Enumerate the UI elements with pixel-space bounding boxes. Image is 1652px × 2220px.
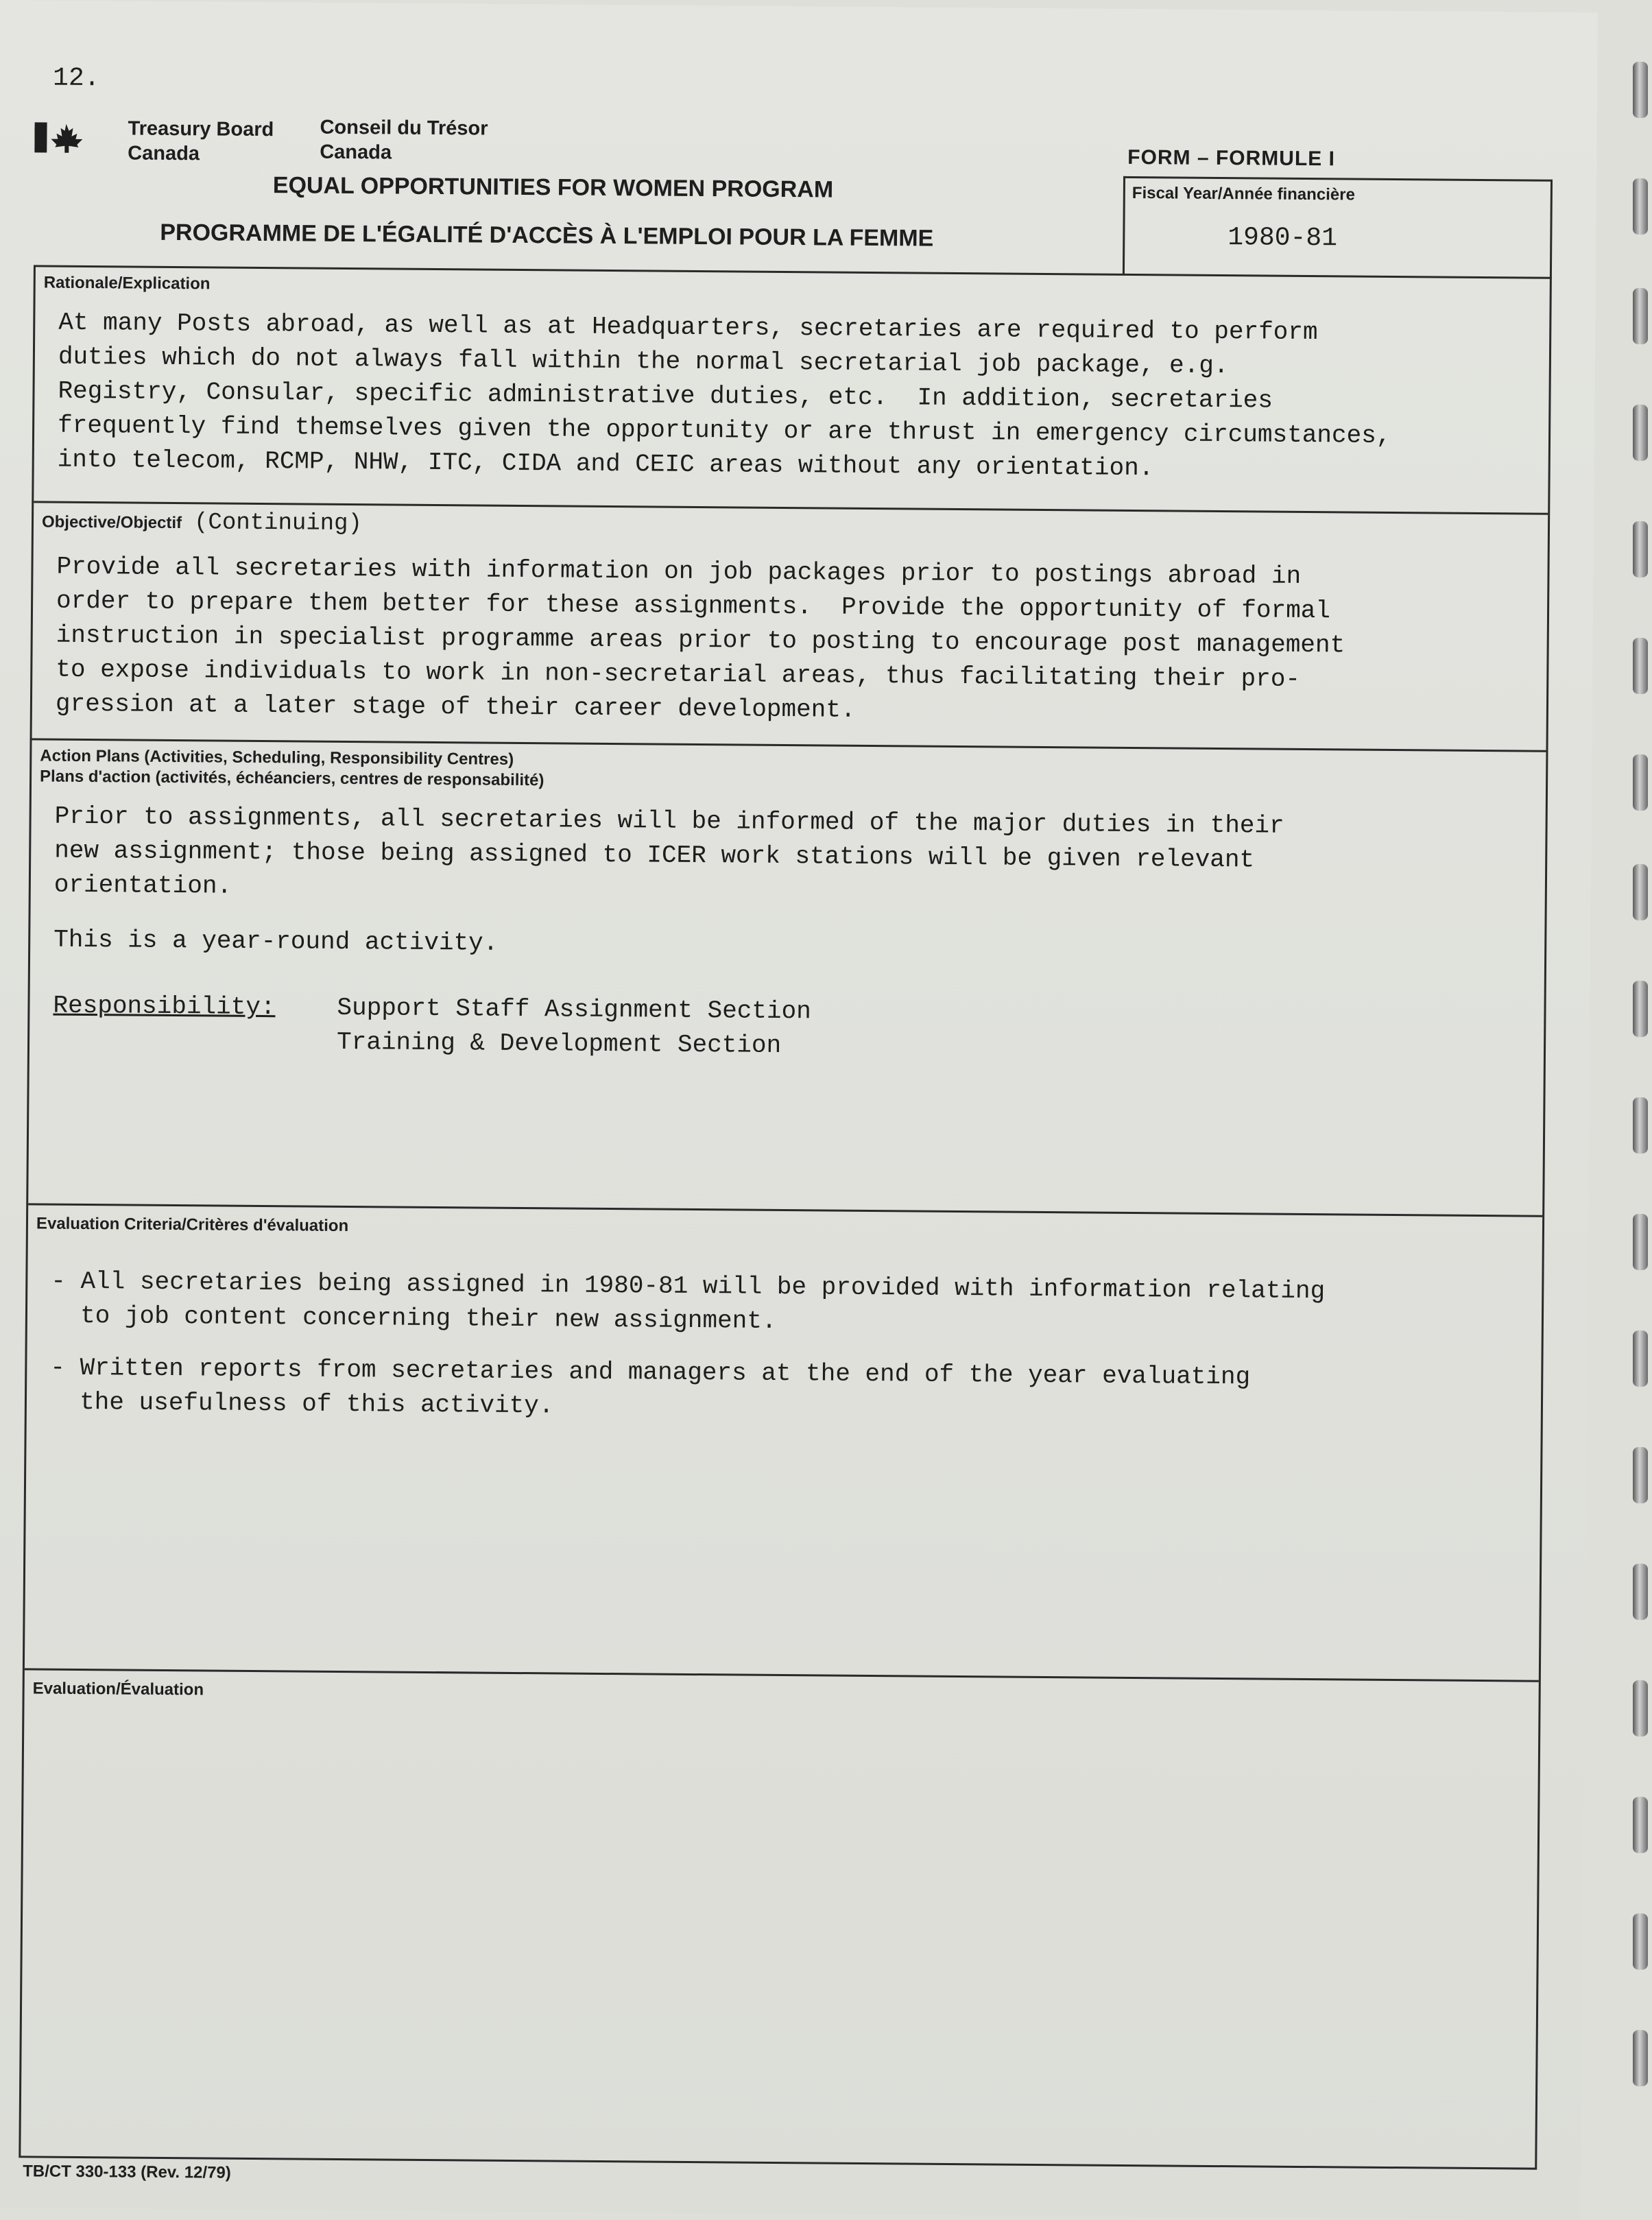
evaluation-criteria-section [25, 1205, 1542, 1682]
rationale-section [34, 267, 1550, 514]
action-plans-section [28, 740, 1546, 1217]
title-english: EQUAL OPPORTUNITIES FOR WOMEN PROGRAM [272, 172, 834, 203]
objective-section [32, 503, 1548, 752]
objective-label [42, 512, 362, 536]
org-fr-line1: Conseil du Trésor [320, 116, 488, 140]
objective-label-text: Objective/Objectif [41, 512, 182, 533]
binder-ring [1633, 62, 1648, 118]
binder-ring [1633, 864, 1648, 920]
evaluation-criteria-label: Evaluation Criteria/Critères d'évaluation [36, 1214, 349, 1236]
binder-ring [1633, 521, 1648, 577]
title-french: PROGRAMME DE L'ÉGALITÉ D'ACCÈS À L'EMPLOI POUR LA FEMME [160, 219, 934, 252]
action-plans-label-fr: Plans d'action (activités, échéanciers, centres de responsabilité) [40, 767, 544, 790]
criteria-item-1: - All secretaries being assigned in 1980-81 will be provided with information relating to job content concerning their new assignment. [50, 1267, 1326, 1335]
action-plans-label-en: Action Plans (Activities, Scheduling, Responsibility Centres) [40, 746, 514, 769]
responsibility-line1: Support Staff Assignment Section [337, 993, 811, 1026]
treasury-board-fr [320, 115, 488, 166]
binder-ring [1633, 754, 1648, 811]
binder-ring [1633, 1564, 1648, 1620]
action-plans-label [40, 745, 544, 791]
canada-flag-icon [34, 119, 88, 156]
binder-ring [1633, 178, 1648, 235]
binder-ring [1633, 1797, 1648, 1853]
objective-text: Provide all secretaries with information on job packages prior to postings abroad in order to prepare them better for these assignments. Provide the opportunity of formal instruction in specialist programme areas prior to posting to encourage post management to expose individuals to work in non-secretarial areas, thus facilitating their pro- gression at a later stage of their career development. [55, 552, 1345, 724]
binder-ring [1633, 981, 1648, 1037]
criteria-item-2: - Written reports from secretaries and managers at the end of the year evaluating the usefulness of this activity. [49, 1353, 1251, 1420]
rationale-text: At many Posts abroad, as well as at Headquarters, secretaries are required to perform duties which do not always fall within the normal secretarial job package, e.g. Registry, Consular, specific administrative duties, etc. In addition, secretaries frequently find themselves given the opportunity or are thrust in emergency circumstances, into telecom, RCMP, NHW, ITC, CIDA and CEIC areas without any orientation. [57, 308, 1391, 483]
fiscal-year-value: 1980-81 [1228, 223, 1338, 254]
binder-ring [1633, 405, 1648, 461]
binder-ring [1633, 288, 1648, 344]
action-plans-schedule: This is a year-round activity. [53, 925, 499, 957]
action-plans-text: Prior to assignments, all secretaries will be informed of the major duties in their new assignment; those being assigned to ICER work stations will be given relevant orientation. [53, 802, 1284, 900]
evaluation-section [21, 1670, 1539, 2171]
form-identifier: FORM – FORMULE I [1127, 145, 1336, 171]
responsibility-block [53, 989, 811, 1060]
binder-ring [1633, 1913, 1648, 1970]
form-footer-code: TB/CT 330-133 (Rev. 12/79) [23, 2162, 231, 2182]
binder-ring [1633, 2030, 1648, 2086]
fiscal-year-label: Fiscal Year/Année financière [1132, 183, 1355, 204]
responsibility-label: Responsibility: [53, 991, 276, 1022]
responsibility-values [337, 991, 811, 1063]
binder-ring [1633, 1097, 1648, 1154]
binder-ring [1633, 1330, 1648, 1387]
binder-ring [1633, 1214, 1648, 1270]
fiscal-year-box [1123, 176, 1553, 278]
binder-ring [1633, 1447, 1648, 1503]
org-en-line1: Treasury Board [128, 117, 274, 141]
binder-ring [1633, 1680, 1648, 1736]
treasury-board-en [128, 116, 274, 167]
page-number: 12. [52, 63, 100, 94]
evaluation-label: Evaluation/Évaluation [32, 1679, 204, 1699]
org-en-line2: Canada [128, 142, 200, 165]
form-body [19, 265, 1552, 2169]
org-fr-line2: Canada [320, 141, 392, 164]
objective-continuing: (Continuing) [193, 510, 363, 538]
responsibility-line2: Training & Development Section [336, 1027, 782, 1060]
rationale-label: Rationale/Explication [43, 273, 211, 294]
binder-ring [1633, 638, 1648, 694]
